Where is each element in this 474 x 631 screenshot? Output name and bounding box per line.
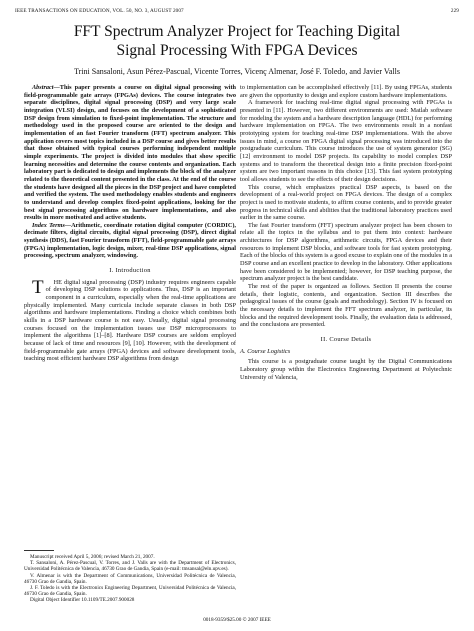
author-list: Trini Sansaloni, Asun Pérez-Pascual, Vicente Torres, Vicenç Almenar, José F. Toledo, and Javier Valls — [74, 67, 400, 76]
right-column — [240, 84, 452, 381]
title-line-1: FFT Spectrum Analyzer Project for Teaching Digital — [73, 23, 401, 40]
intro-paragraph — [24, 276, 236, 363]
footnote-affiliation-3: J. F. Toledo is with the Electronics Engineering Department, Universidad Politécnica de Valencia, 46730 Grao de Gandia, Spain. — [24, 585, 236, 598]
paragraph-course-logistics: This course is a postgraduate course taught by the Digital Communications Laboratory group within the Electronics Engineering Department at Polytechnic University of Valencia, — [240, 358, 452, 381]
paragraph-organization: The rest of the paper is organized as follows. Section II presents the course details, their logistic, contents, and organization. Section III describes the pedagogical issues of the course (goals and methodology). Section IV is focused on the necessary details to implement the FFT spectrum analyzer, in particular, its blocks and the required development tools. Finally, the evaluation data is addressed, and the conclusions are presented. — [240, 283, 452, 329]
paragraph-continued: to implementation can be accomplished effectively [11]. By using FPGAs, students are given the opportunity to design and explore custom hardware implementations. — [240, 84, 452, 99]
index-terms — [24, 222, 236, 260]
footnotes — [24, 550, 236, 604]
running-head — [15, 8, 459, 14]
journal-info: IEEE TRANSACTIONS ON EDUCATION, VOL. 50, NO. 3, AUGUST 2007 — [15, 8, 184, 14]
abstract — [24, 84, 236, 222]
index-terms-text: Arithmetic, coordinate rotation digital computer (CORDIC), decimate filters, digital circuits, digital signal processing (DSP), direct digital synthesis (DDS), fast Fourier transform (FFT), field-programmable gate arrays (FPGA) implementation, logic design, mixer, real-time DSP applications, signal processing, spectrum analyzer, windowing. — [24, 221, 236, 260]
paragraph-fft-project: The fast Fourier transform (FFT) spectrum analyzer project has been chosen to relate all the topics in the syllabus and to put them into context: hardware architectures for DSP algorithms, arithmetic circuits, FPGA devices and their resources to implement DSP blocks, and software tools for fast system prototyping. Each of the blocks of this system is a good excuse to explain one of the modules in a DSP course and an excellent practice to develop in the laboratory. Other applications have been considered to be implemented; however, for DSP teaching purpose, the spectrum analyzer project is the best candidate. — [240, 221, 452, 283]
section-heading-introduction: I. Introduction — [109, 267, 151, 275]
paper-title — [20, 22, 454, 60]
abstract-text: This paper presents a course on digital signal processing with field-programmable gate arrays (FPGAs) devices. The course integrates two separate disciplines, digital signal processing (DSP) and very large scale integration (VLSI) design, and focuses on the development of a sophisticated DSP design from simulation to fixed-point implementation. The structure and methodology used in the proposed course are oriented to the design and implementation of an fast Fourier transform (FFT) spectrum analyzer. This application covers most topics included in a DSP course and gives better results that those obtained with typical courses performing independent multiple simple experiments. The project is divided into modules that show specific learning necessities and determine the course contents and organization. Each laboratory part is dedicated to design and implements the block of the analyzer related to the theoretical content presented in the class. At the end of the course the students have designed all the pieces in the DSP project and have completed and verified the system. The used methodology enables students and engineers to understand and develop complex fixed-point applications, looking for the best signal processing algorithms on hardware implementations, and also results in more motivated and active students. — [24, 84, 236, 222]
intro-text: HE digital signal processing (DSP) industry requires engineers capable of developing DSP solutions to applications. Thus, DSP is an important component in a curriculum, especially when the real-time applications are physically implemented. Many curricula include separate classes in both DSP algorithms and hardware implementations. Finding a choice which combines both skills in a DSP hardware course is not easy. Usually, digital signal processing courses focused on the implementation issues use DSP microprocessors to implement the algorithms [1]–[8]. Hardware DSP courses are seldom employed because of lack of time and resources [9], [10]. However, with the development of field-programmable gate arrays (FPGA) devices and software development tools, teaching most efficient hardware DSP algorithms from design — [24, 278, 236, 363]
copyright-line: 0018-9359/$25.00 © 2007 IEEE — [203, 617, 271, 623]
left-column — [24, 84, 236, 363]
paragraph-course-emphasis: This course, which emphasizes practical DSP aspects, is based on the development of a real-world project on FPGA devices. The design of a complex project is used to motivate students, to affirm course contents, and to provide greater progress in technical skills and abilities that the traditional laboratory practices used earlier in the same course. — [240, 183, 452, 222]
footnote-received: Manuscript received April 5, 2006; revised March 21, 2007. — [30, 554, 155, 560]
abstract-lead: Abstract— — [32, 84, 60, 91]
footnote-doi: Digital Object Identifier 10.1109/TE.2007.900028 — [30, 597, 135, 604]
drop-cap: T — [32, 276, 44, 298]
footnote-affiliation-1: T. Sansaloni, A. Pérez-Pascual, V. Torres, and J. Valls are with the Department of Electronics, Universidad Politécnica de Valencia, 46730 Grao de Gandia, Spain (e-mail: tmsansal@eln.upv.es). — [24, 560, 236, 573]
subsection-heading-course-logistics: A. Course Logistics — [240, 347, 291, 355]
index-terms-lead: Index Terms— — [32, 221, 72, 229]
footnote-rule — [24, 550, 54, 551]
page-number: 229 — [450, 8, 459, 14]
title-line-2: Signal Processing With FPGA Devices — [116, 42, 358, 59]
footnote-affiliation-2: V. Almenar is with the Department of Communications, Universidad Politécnica de Valencia, 46730 Grao de Gandia, Spain. — [24, 572, 236, 585]
paragraph-framework: A framework for teaching real-time digital signal processing with FPGAs is presented in [11]. However, two different environments are used: Matlab software for modeling the system and a hardware description language (HDL) for performing hardware implementation on FPGA. The two environments result in a nonfast prototyping system for teaching real-time DSP implementations. With the above issues in mind, a course on FPGA digital signal processing was introduced into the postgraduate curriculum. This course introduces the use of system generator (SG) [12] environment to model DSP projects. Its capability to model complex DSP systems and to transform the theoretical design into a finite precision fixed-point system are two important reasons in this choice [13]. This fast system prototyping tool allows students to see the effects of their design decisions. — [240, 99, 452, 183]
section-heading-course-details: II. Course Details — [320, 336, 372, 343]
